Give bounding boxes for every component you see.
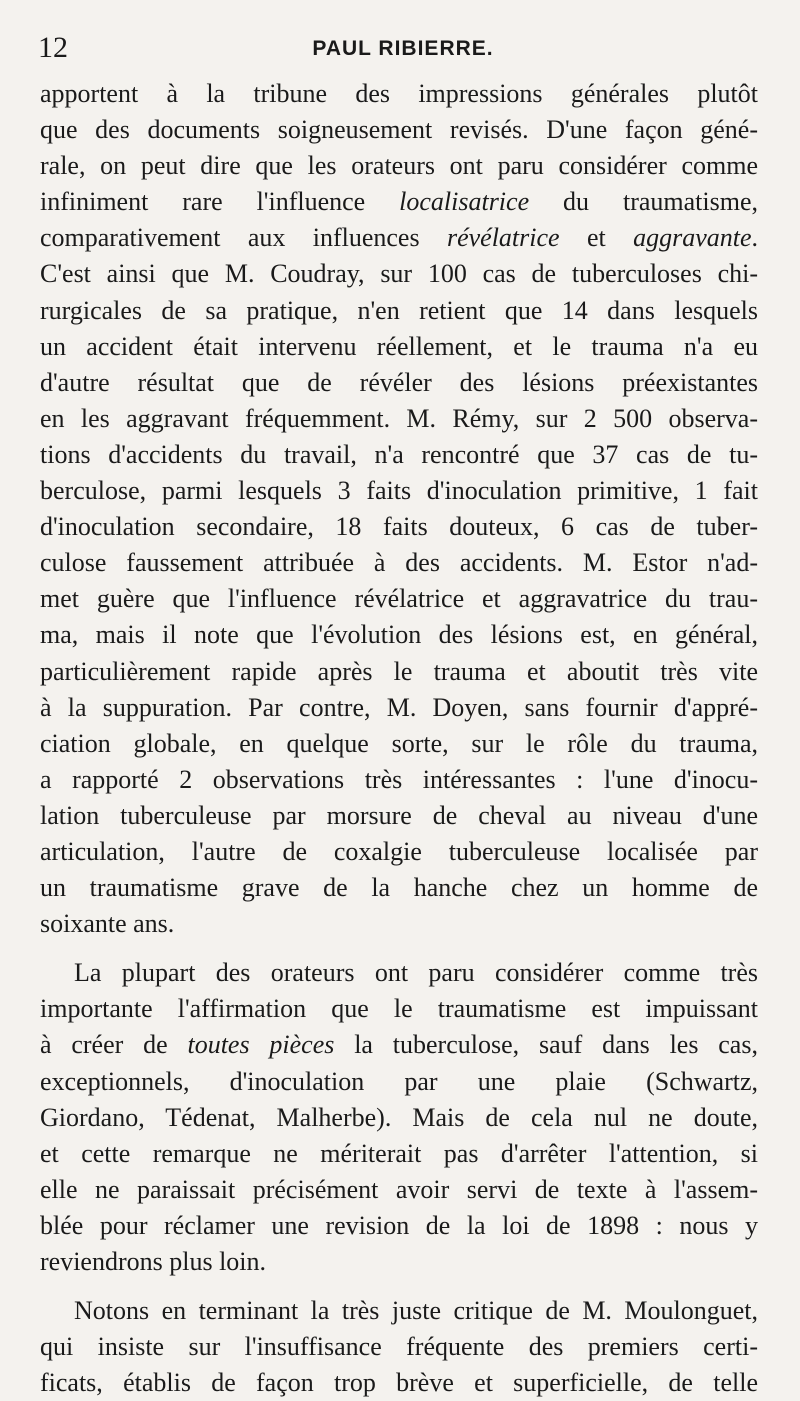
text-line: tions d'accidents du travail, n'a rencontré que 37 cas de tu- bbox=[40, 439, 758, 469]
text-line: particulièrement rapide après le trauma et aboutit très vite bbox=[40, 656, 758, 686]
text-line: infiniment rare l'influence localisatrice du traumatisme, bbox=[40, 187, 758, 217]
text-line: importante l'affirmation que le traumatisme est impuissant bbox=[40, 994, 758, 1024]
text-line: ficats, établis de façon trop brève et superficielle, de telle bbox=[40, 1368, 758, 1398]
text-line: articulation, l'autre de coxalgie tuberculeuse localisée par bbox=[40, 836, 758, 866]
text-line: rale, on peut dire que les orateurs ont paru considérer comme bbox=[40, 151, 758, 181]
text-line: qui insiste sur l'insuffisance fréquente des premiers certi- bbox=[40, 1332, 758, 1362]
text-line: rurgicales de sa pratique, n'en retient que 14 dans lesquels bbox=[40, 295, 758, 325]
running-head: PAUL RIBIERRE. bbox=[312, 37, 494, 60]
text-line: berculose, parmi lesquels 3 faits d'inoculation primitive, 1 fait bbox=[40, 476, 758, 506]
text-line: ciation globale, en quelque sorte, sur le rôle du trauma, bbox=[40, 728, 758, 758]
text-line: d'inoculation secondaire, 18 faits douteux, 6 cas de tuber- bbox=[40, 512, 758, 542]
text-line: un traumatisme grave de la hanche chez un homme de bbox=[40, 873, 758, 903]
text-line: que des documents soigneusement revisés. D'une façon géné- bbox=[40, 115, 758, 145]
text-line: exceptionnels, d'inoculation par une plaie (Schwartz, bbox=[40, 1066, 758, 1096]
paragraph bbox=[40, 955, 758, 1280]
text-line: et cette remarque ne mériterait pas d'arrêter l'attention, si bbox=[40, 1138, 758, 1168]
text-line: ma, mais il note que l'évolution des lésions est, en général, bbox=[40, 620, 758, 650]
text-line: un accident était intervenu réellement, et le trauma n'a eu bbox=[40, 331, 758, 361]
text-line: Giordano, Tédenat, Malherbe). Mais de cela nul ne doute, bbox=[40, 1102, 758, 1132]
text-line: C'est ainsi que M. Coudray, sur 100 cas de tuberculoses chi- bbox=[40, 259, 758, 289]
text-line: apportent à la tribune des impressions générales plutôt bbox=[40, 79, 758, 108]
text-line: La plupart des orateurs ont paru considérer comme très bbox=[74, 958, 758, 988]
text-line: comparativement aux influences révélatrice et aggravante. bbox=[40, 223, 758, 253]
text-line: culose faussement attribuée à des accidents. M. Estor n'ad- bbox=[40, 548, 758, 578]
page-number: 12 bbox=[38, 31, 68, 64]
text-line: d'autre résultat que de révéler des lésions préexistantes bbox=[40, 367, 758, 397]
page-header bbox=[38, 30, 768, 66]
page-body bbox=[40, 76, 758, 1401]
text-line: en les aggravant fréquemment. M. Rémy, sur 2 500 observa- bbox=[40, 403, 758, 433]
text-line: lation tuberculeuse par morsure de cheval au niveau d'une bbox=[40, 800, 758, 830]
text-line: Notons en terminant la très juste critique de M. Moulonguet, bbox=[74, 1296, 758, 1326]
text-line: soixante ans. bbox=[40, 909, 175, 939]
paragraph bbox=[40, 1293, 758, 1401]
text-line: à créer de toutes pièces la tuberculose, sauf dans les cas, bbox=[40, 1030, 758, 1060]
text-line: met guère que l'influence révélatrice et aggravatrice du trau- bbox=[40, 584, 758, 614]
text-line: blée pour réclamer une revision de la loi de 1898 : nous y bbox=[40, 1210, 758, 1240]
text-line: à la suppuration. Par contre, M. Doyen, sans fournir d'appré- bbox=[40, 692, 758, 722]
paragraph bbox=[40, 76, 758, 942]
text-line: a rapporté 2 observations très intéressantes : l'une d'inocu- bbox=[40, 764, 758, 794]
text-line: reviendrons plus loin. bbox=[40, 1247, 267, 1276]
text-line: elle ne paraissait précisément avoir servi de texte à l'assem- bbox=[40, 1174, 758, 1204]
